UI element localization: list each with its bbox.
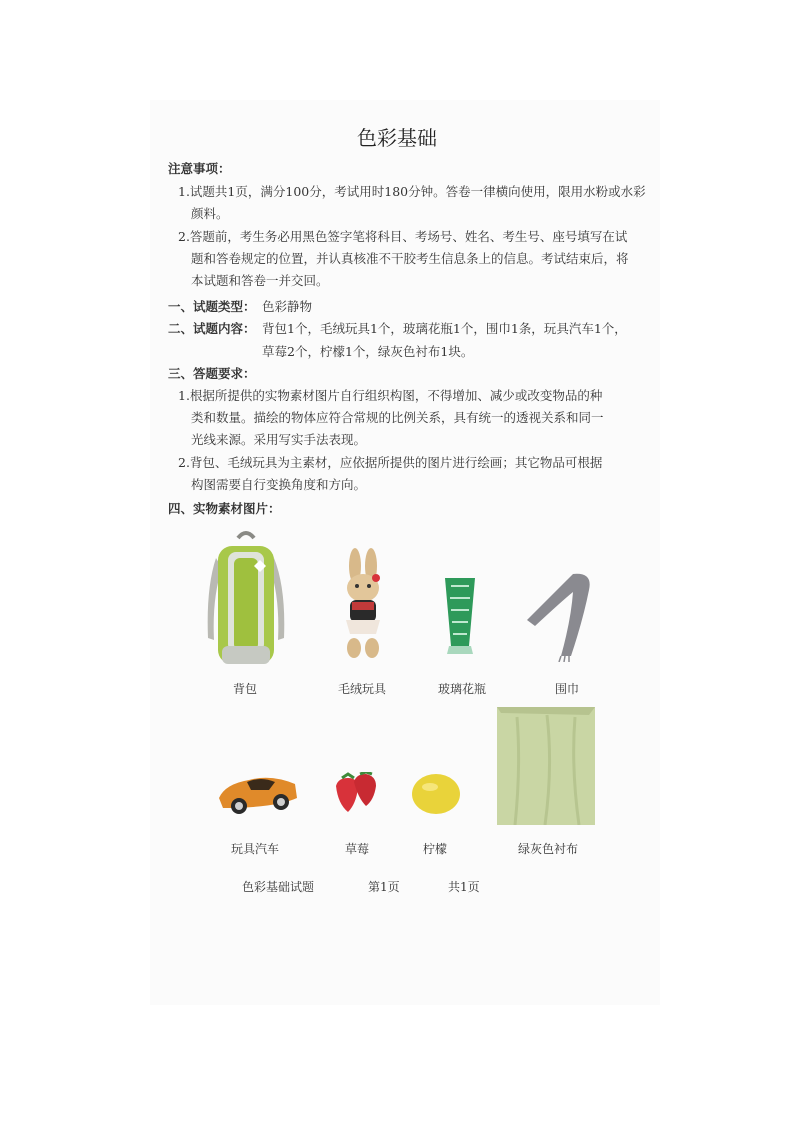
section3-item1-line2: 类和数量。描绘的物体应符合常规的比例关系，具有统一的透视关系和同一 [191,410,604,425]
backpack-caption: 背包 [232,682,258,696]
lemon-image [410,772,462,816]
notes-item2-line3: 本试题和答卷一并交回。 [191,273,329,288]
glass-vase-caption: 玻璃花瓶 [437,682,487,696]
footer-page: 第1页 [368,880,400,894]
notes-item1-line1: 1.试题共1页，满分100分，考试用时180分钟。答卷一律横向使用，限用水粉或水彩 [178,184,646,199]
strawberry-caption: 草莓 [344,842,370,856]
notes-item2-line1: 2.答题前，考生务必用黑色签字笔将科目、考场号、姓名、考生号、座号填写在试 [178,229,628,244]
page-title: 色彩基础 [357,126,437,150]
backpack-image [198,528,292,668]
scarf-image [523,570,599,662]
section2-label: 二、试题内容： [168,321,256,336]
footer-exam-name: 色彩基础试题 [242,880,315,894]
glass-vase-image [443,576,477,656]
section3-item2-line2: 构图需要自行变换角度和方向。 [191,477,367,492]
plush-toy-image [330,548,396,660]
scarf-caption: 围巾 [554,682,580,696]
section3-item2-line1: 2.背包、毛绒玩具为主素材，应依据所提供的图片进行绘画；其它物品可根据 [178,455,603,470]
section2-line2: 草莓2个，柠檬1个，绿灰色衬布1块。 [262,344,474,359]
toy-car-image [215,768,301,818]
toy-car-caption: 玩具汽车 [230,842,280,856]
section4-label: 四、实物素材图片： [168,501,281,516]
footer-total: 共1页 [448,880,480,894]
cloth-caption: 绿灰色衬布 [517,842,579,856]
section3-item1-line1: 1.根据所提供的实物素材图片自行组织构图，不得增加、减少或改变物品的种 [178,388,603,403]
section1-label: 一、试题类型： [168,299,256,314]
plush-toy-caption: 毛绒玩具 [337,682,387,696]
cloth-image [497,707,595,825]
section2-line1: 背包1个，毛绒玩具1个，玻璃花瓶1个，围巾1条，玩具汽车1个， [262,321,627,336]
notes-item1-line2: 颜料。 [191,206,229,221]
notes-heading: 注意事项： [168,161,231,176]
section3-item1-line3: 光线来源。采用写实手法表现。 [191,432,367,447]
section3-label: 三、答题要求： [168,366,256,381]
section1-value: 色彩静物 [262,299,313,314]
notes-item2-line2: 题和答卷规定的位置，并认真核准不干胶考生信息条上的信息。考试结束后，将 [191,251,629,266]
lemon-caption: 柠檬 [422,842,448,856]
strawberry-image [334,772,380,814]
